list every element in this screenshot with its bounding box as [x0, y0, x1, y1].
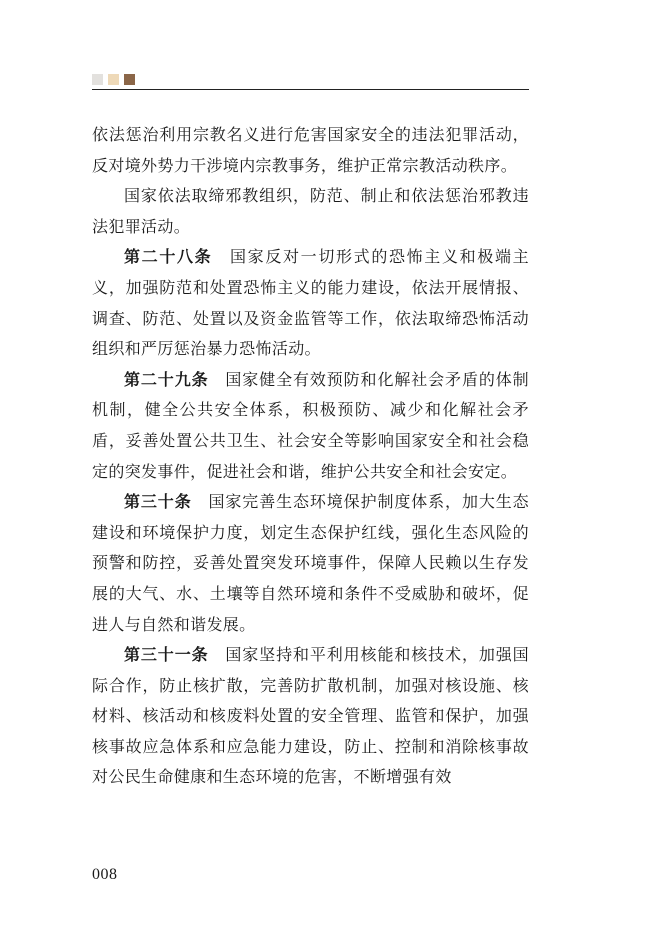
paragraph-text: 国家反对一切形式的恐怖主义和极端主义，加强防范和处置恐怖主义的能力建设，依法开展情报、调查、防范、处置以及资金监管等工作，依法取缔恐怖活动组织和严厉惩治暴力恐怖活动。: [92, 247, 529, 359]
article-number: 第二十九条: [124, 369, 209, 389]
paragraph-cult-organizations: [92, 181, 529, 242]
paragraph-article-28: [92, 242, 529, 364]
paragraph-text: 国家完善生态环境保护制度体系，加大生态建设和环境保护力度，划定生态保护红线，强化生态风险的预警和防控，妥善处置突发环境事件，保障人民赖以生存发展的大气、水、土壤等自然环境和条件不受威胁和破坏，促进人与自然和谐发展。: [92, 492, 529, 634]
article-number: 第二十八条: [124, 247, 213, 267]
header-decoration: [92, 74, 135, 85]
body-text: [92, 120, 529, 793]
decor-square-brown: [124, 74, 135, 85]
paragraph-continuation: [92, 120, 529, 181]
article-number: 第三十一条: [124, 645, 209, 665]
paragraph-text: 国家健全有效预防和化解社会矛盾的体制机制，健全公共安全体系，积极预防、减少和化解社会矛盾，妥善处置公共卫生、社会安全等影响国家安全和社会稳定的突发事件，促进社会和谐，维护公共安全和社会安定。: [92, 369, 529, 481]
decor-square-beige: [108, 74, 119, 85]
paragraph-text: 依法惩治利用宗教名义进行危害国家安全的违法犯罪活动，反对境外势力干涉境内宗教事务，维护正常宗教活动秩序。: [92, 125, 529, 175]
header-rule: [92, 89, 529, 90]
page-number: 008: [92, 866, 118, 883]
paragraph-article-29: [92, 365, 529, 487]
paragraph-article-30: [92, 487, 529, 640]
paragraph-article-31: [92, 640, 529, 793]
paragraph-text: 国家依法取缔邪教组织，防范、制止和依法惩治邪教违法犯罪活动。: [92, 186, 529, 236]
paragraph-text: 国家坚持和平利用核能和核技术，加强国际合作，防止核扩散，完善防扩散机制，加强对核设施、核材料、核活动和核废料处置的安全管理、监管和保护，加强核事故应急体系和应急能力建设，防止、控制和消除核事故对公民生命健康和生态环境的危害，不断增强有效: [92, 645, 529, 787]
decor-square-light-gray: [92, 74, 103, 85]
article-number: 第三十条: [124, 492, 192, 512]
